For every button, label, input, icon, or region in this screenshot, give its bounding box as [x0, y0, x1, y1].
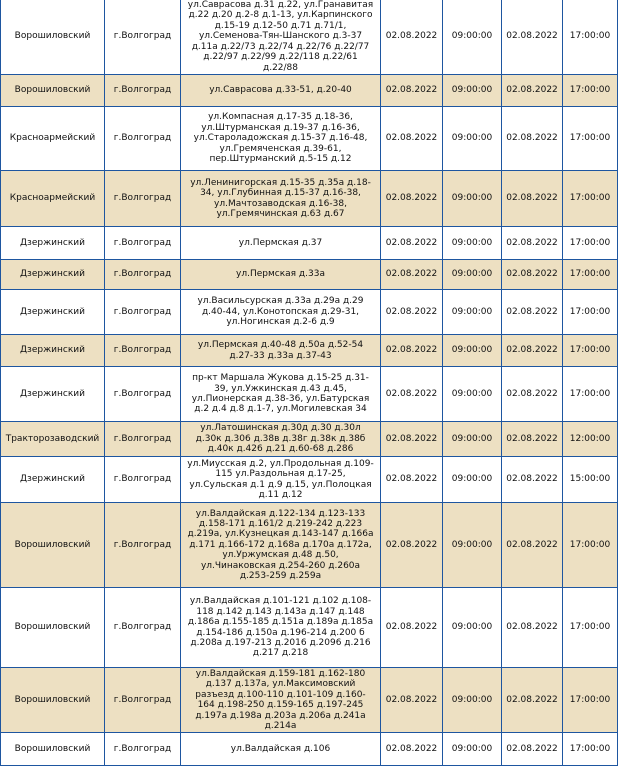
city-cell: г.Волгоград	[105, 335, 181, 367]
end-time-cell: 15:00:00	[563, 457, 618, 503]
start-date-cell: 02.08.2022	[381, 171, 443, 227]
table-row	[1, 457, 618, 503]
end-time-cell: 17:00:00	[563, 588, 618, 668]
start-time-cell: 09:00:00	[443, 107, 502, 171]
start-date-cell: 02.08.2022	[381, 75, 443, 107]
district-cell: Тракторозаводский	[1, 422, 105, 457]
start-date-cell: 02.08.2022	[381, 227, 443, 260]
address-cell: ул.Валдайская д.159-181 д.162-180 д.137 д.137а, ул.Максимовский разъезд д.100-110 д.101-109 д.160-164 д.198-250 д.159-165 д.197-245 д.197а д.198а д.203а д.206а д.241а д.214а	[181, 668, 381, 733]
city-cell: г.Волгоград	[105, 588, 181, 668]
start-time-cell: 09:00:00	[443, 422, 502, 457]
end-time-cell: 17:00:00	[563, 227, 618, 260]
end-date-cell: 02.08.2022	[502, 733, 563, 766]
end-date-cell: 02.08.2022	[502, 422, 563, 457]
end-date-cell: 02.08.2022	[502, 75, 563, 107]
district-cell: Дзержинский	[1, 457, 105, 503]
address-cell: ул.Саврасова д.33-51, д.20-40	[181, 75, 381, 107]
start-date-cell: 02.08.2022	[381, 0, 443, 75]
start-time-cell: 09:00:00	[443, 503, 502, 588]
address-cell: ул.Валдайская д.106	[181, 733, 381, 766]
end-date-cell: 02.08.2022	[502, 260, 563, 290]
start-date-cell: 02.08.2022	[381, 457, 443, 503]
address-cell: ул.Васильсурская д.33а д.29а д.29 д.40-44, ул.Конотопская д.29-31, ул.Ногинская д.2-6 д.9	[181, 290, 381, 335]
table-row	[1, 733, 618, 766]
table-row	[1, 107, 618, 171]
end-time-cell: 17:00:00	[563, 290, 618, 335]
city-cell: г.Волгоград	[105, 422, 181, 457]
city-cell: г.Волгоград	[105, 668, 181, 733]
end-date-cell: 02.08.2022	[502, 503, 563, 588]
start-time-cell: 09:00:00	[443, 75, 502, 107]
start-date-cell: 02.08.2022	[381, 588, 443, 668]
table-row	[1, 227, 618, 260]
table-row	[1, 0, 618, 75]
city-cell: г.Волгоград	[105, 0, 181, 75]
city-cell: г.Волгоград	[105, 367, 181, 422]
city-cell: г.Волгоград	[105, 227, 181, 260]
table-row	[1, 335, 618, 367]
end-time-cell: 17:00:00	[563, 75, 618, 107]
end-time-cell: 17:00:00	[563, 171, 618, 227]
end-time-cell: 12:00:00	[563, 422, 618, 457]
table-row	[1, 588, 618, 668]
district-cell: Красноармейский	[1, 107, 105, 171]
end-date-cell: 02.08.2022	[502, 0, 563, 75]
city-cell: г.Волгоград	[105, 171, 181, 227]
start-date-cell: 02.08.2022	[381, 260, 443, 290]
table-row	[1, 75, 618, 107]
city-cell: г.Волгоград	[105, 290, 181, 335]
end-date-cell: 02.08.2022	[502, 227, 563, 260]
start-date-cell: 02.08.2022	[381, 107, 443, 171]
district-cell: Ворошиловский	[1, 75, 105, 107]
address-cell: ул.Пермская д.33а	[181, 260, 381, 290]
district-cell: Дзержинский	[1, 227, 105, 260]
start-date-cell: 02.08.2022	[381, 367, 443, 422]
end-time-cell: 17:00:00	[563, 107, 618, 171]
start-time-cell: 09:00:00	[443, 260, 502, 290]
start-date-cell: 02.08.2022	[381, 668, 443, 733]
start-time-cell: 09:00:00	[443, 457, 502, 503]
start-date-cell: 02.08.2022	[381, 290, 443, 335]
city-cell: г.Волгоград	[105, 733, 181, 766]
address-cell: ул.Компасная д.17-35 д.18-36, ул.Штурманская д.19-37 д.16-36, ул.Староладожская д.15-37 д.16-48, ул.Гремяченская д.39-61, пер.Штурманский д.5-15 д.12	[181, 107, 381, 171]
address-cell: ул.Пермская д.40-48 д.50а д.52-54 д.27-33 д.33а д.37-43	[181, 335, 381, 367]
start-date-cell: 02.08.2022	[381, 422, 443, 457]
district-cell: Ворошиловский	[1, 668, 105, 733]
end-date-cell: 02.08.2022	[502, 107, 563, 171]
district-cell: Дзержинский	[1, 367, 105, 422]
district-cell: Красноармейский	[1, 171, 105, 227]
address-cell: ул.Саврасова д.31 д.22, ул.Гранавитая д.22 д.20 д.2-8 д.1-13, ул.Карпинского д.15-19 д.12-50 д.71 д.71/1, ул.Семенова-Тян-Шанского д.3-37 д.11а д.22/73 д.22/74 д.22/76 д.22/77 д.22/97 д.22/99 д.22/118 д.22/61 д.22/88	[181, 0, 381, 75]
start-time-cell: 09:00:00	[443, 588, 502, 668]
end-date-cell: 02.08.2022	[502, 335, 563, 367]
table-row	[1, 171, 618, 227]
end-date-cell: 02.08.2022	[502, 457, 563, 503]
table-row	[1, 422, 618, 457]
end-time-cell: 17:00:00	[563, 503, 618, 588]
start-date-cell: 02.08.2022	[381, 503, 443, 588]
start-time-cell: 09:00:00	[443, 290, 502, 335]
end-date-cell: 02.08.2022	[502, 171, 563, 227]
address-cell: пр-кт Маршала Жукова д.15-25 д.31-39, ул.Ужкинская д.43 д.45, ул.Пионерская д.38-36, ул.Батурская д.2 д.4 д.8 д.1-7, ул.Могилевская 34	[181, 367, 381, 422]
city-cell: г.Волгоград	[105, 75, 181, 107]
start-time-cell: 09:00:00	[443, 0, 502, 75]
city-cell: г.Волгоград	[105, 503, 181, 588]
district-cell: Дзержинский	[1, 335, 105, 367]
end-date-cell: 02.08.2022	[502, 588, 563, 668]
start-time-cell: 09:00:00	[443, 733, 502, 766]
address-cell: ул.Валдайская д.122-134 д.123-133 д.158-171 д.161/2 д.219-242 д.223 д.219а, ул.Кузнецкая д.143-147 д.166а д.171 д.166-172 д.168а д.170а д.172а, ул.Уржумская д.48 д.50, ул.Чинаковская д.254-260 д.260а д.253-259 д.259а	[181, 503, 381, 588]
end-time-cell: 17:00:00	[563, 335, 618, 367]
district-cell: Ворошиловский	[1, 503, 105, 588]
city-cell: г.Волгоград	[105, 260, 181, 290]
address-cell: ул.Латошинская д.30д д.30 д.30л д.30к д.306 д.38в д.38г д.38к д.38б д.40к д.426 д.21 д.60-68 д.286	[181, 422, 381, 457]
end-time-cell: 17:00:00	[563, 0, 618, 75]
address-cell: ул.Миусская д.2, ул.Продольная д.109-115 ул.Раздольная д.17-25, ул.Сульская д.1 д.9 д.15, ул.Полоцкая д.11 д.12	[181, 457, 381, 503]
start-time-cell: 09:00:00	[443, 335, 502, 367]
start-date-cell: 02.08.2022	[381, 733, 443, 766]
table-row	[1, 290, 618, 335]
district-cell: Ворошиловский	[1, 588, 105, 668]
start-time-cell: 09:00:00	[443, 668, 502, 733]
city-cell: г.Волгоград	[105, 107, 181, 171]
district-cell: Ворошиловский	[1, 733, 105, 766]
table-row	[1, 668, 618, 733]
table-row	[1, 260, 618, 290]
start-time-cell: 09:00:00	[443, 227, 502, 260]
table-row	[1, 367, 618, 422]
district-cell: Дзержинский	[1, 290, 105, 335]
end-time-cell: 17:00:00	[563, 668, 618, 733]
end-date-cell: 02.08.2022	[502, 367, 563, 422]
end-date-cell: 02.08.2022	[502, 668, 563, 733]
district-cell: Дзержинский	[1, 260, 105, 290]
city-cell: г.Волгоград	[105, 457, 181, 503]
district-cell: Ворошиловский	[1, 0, 105, 75]
end-date-cell: 02.08.2022	[502, 290, 563, 335]
address-cell: ул.Пермская д.37	[181, 227, 381, 260]
start-time-cell: 09:00:00	[443, 367, 502, 422]
end-time-cell: 17:00:00	[563, 367, 618, 422]
address-cell: ул.Валдайская д.101-121 д.102 д.108-118 д.142 д.143 д.143а д.147 д.148 д.186а д.155-185 д.151а д.189а д.185а д.154-186 д.150а д.196-214 д.200 б д.208а д.197-213 д.2016 д.2096 д.216 д.217 д.218	[181, 588, 381, 668]
table-body	[1, 0, 618, 766]
start-time-cell: 09:00:00	[443, 171, 502, 227]
address-cell: ул.Ленинигорская д.15-35 д.35а д.18-34, ул.Глубинная д.15-37 д.16-38, ул.Мачтозаводская д.16-38, ул.Гремячинская д.63 д.67	[181, 171, 381, 227]
end-time-cell: 17:00:00	[563, 733, 618, 766]
start-date-cell: 02.08.2022	[381, 335, 443, 367]
table-row	[1, 503, 618, 588]
end-time-cell: 17:00:00	[563, 260, 618, 290]
